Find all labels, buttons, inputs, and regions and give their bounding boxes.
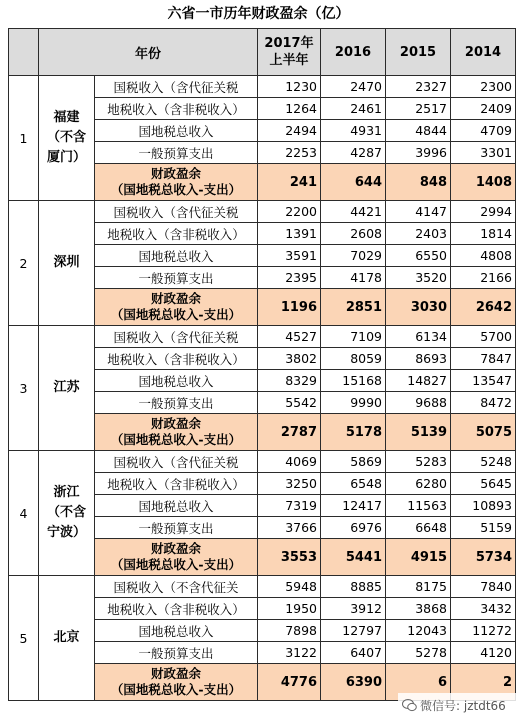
- header-2017h1-line2: 上半年: [269, 53, 309, 68]
- value-cell: 4808: [451, 245, 516, 267]
- surplus-value-cell: 2851: [321, 289, 386, 326]
- row-label: 一般预算支出: [95, 642, 258, 664]
- table-row: [9, 451, 516, 473]
- value-cell: 7840: [451, 576, 516, 598]
- value-cell: 6407: [321, 642, 386, 664]
- value-cell: 1264: [258, 98, 321, 120]
- header-2017h1: [258, 29, 321, 76]
- header-row: [9, 29, 516, 76]
- value-cell: 7029: [321, 245, 386, 267]
- surplus-value-cell: 5734: [451, 539, 516, 576]
- surplus-label: [95, 664, 258, 701]
- region-name-line: 宁波）: [46, 525, 86, 540]
- surplus-label-line2: （国地税总收入-支出）: [110, 182, 242, 197]
- surplus-label: [95, 414, 258, 451]
- row-label: 国地税总收入: [95, 120, 258, 142]
- value-cell: 4421: [321, 201, 386, 223]
- value-cell: 3122: [258, 642, 321, 664]
- value-cell: 3868: [386, 598, 451, 620]
- surplus-value-cell: 644: [321, 164, 386, 201]
- row-label: 地税收入（含非税收入）: [95, 223, 258, 245]
- value-cell: 6648: [386, 517, 451, 539]
- table-row: [9, 326, 516, 348]
- value-cell: 1950: [258, 598, 321, 620]
- watermark: [398, 693, 517, 717]
- row-label: 国地税总收入: [95, 370, 258, 392]
- region-number: 1: [9, 76, 39, 201]
- region-name: [39, 326, 95, 451]
- value-cell: 3802: [258, 348, 321, 370]
- value-cell: 2300: [451, 76, 516, 98]
- value-cell: 1391: [258, 223, 321, 245]
- value-cell: 6548: [321, 473, 386, 495]
- table-row: [9, 576, 516, 598]
- row-label: 一般预算支出: [95, 517, 258, 539]
- surplus-value-cell: 4776: [258, 664, 321, 701]
- surplus-label-line2: （国地税总收入-支出）: [110, 557, 242, 572]
- row-label: 国地税总收入: [95, 245, 258, 267]
- row-label: 地税收入（含非税收入）: [95, 98, 258, 120]
- value-cell: 15168: [321, 370, 386, 392]
- value-cell: 3591: [258, 245, 321, 267]
- header-index: [9, 29, 39, 76]
- header-year: 年份: [39, 29, 258, 76]
- surplus-value-cell: 1196: [258, 289, 321, 326]
- value-cell: 4069: [258, 451, 321, 473]
- value-cell: 3250: [258, 473, 321, 495]
- region-name-line: （不含: [46, 505, 86, 520]
- value-cell: 3766: [258, 517, 321, 539]
- surplus-label-line1: 财政盈余: [151, 666, 202, 681]
- row-label: 国税收入（含代征关税: [95, 451, 258, 473]
- surplus-value-cell: 1408: [451, 164, 516, 201]
- value-cell: 11563: [386, 495, 451, 517]
- value-cell: 4178: [321, 267, 386, 289]
- region-name: [39, 76, 95, 201]
- region-name-line: （不含: [46, 130, 86, 145]
- value-cell: 2494: [258, 120, 321, 142]
- value-cell: 5283: [386, 451, 451, 473]
- fiscal-surplus-table: [8, 28, 516, 701]
- value-cell: 2166: [451, 267, 516, 289]
- value-cell: 11272: [451, 620, 516, 642]
- value-cell: 2395: [258, 267, 321, 289]
- value-cell: 8329: [258, 370, 321, 392]
- value-cell: 7109: [321, 326, 386, 348]
- surplus-label-line2: （国地税总收入-支出）: [110, 307, 242, 322]
- value-cell: 4844: [386, 120, 451, 142]
- value-cell: 4931: [321, 120, 386, 142]
- surplus-value-cell: 2642: [451, 289, 516, 326]
- surplus-value-cell: 241: [258, 164, 321, 201]
- row-label: 国地税总收入: [95, 620, 258, 642]
- value-cell: 2461: [321, 98, 386, 120]
- value-cell: 1814: [451, 223, 516, 245]
- region-name-line: 浙江: [53, 485, 80, 500]
- surplus-value-cell: 2787: [258, 414, 321, 451]
- value-cell: 8059: [321, 348, 386, 370]
- page-title: 六省一市历年财政盈余（亿）: [167, 6, 350, 22]
- value-cell: 2517: [386, 98, 451, 120]
- value-cell: 4120: [451, 642, 516, 664]
- table-row: [9, 76, 516, 98]
- region-name-line: 北京: [53, 630, 80, 645]
- value-cell: 2409: [451, 98, 516, 120]
- watermark-text: 微信号: jztdt66: [420, 698, 506, 713]
- value-cell: 2470: [321, 76, 386, 98]
- row-label: 国税收入（含代征关税: [95, 326, 258, 348]
- value-cell: 6280: [386, 473, 451, 495]
- value-cell: 6134: [386, 326, 451, 348]
- surplus-label-line2: （国地税总收入-支出）: [110, 432, 242, 447]
- region-name-line: 深圳: [53, 255, 80, 270]
- table-row: [9, 201, 516, 223]
- surplus-label: [95, 539, 258, 576]
- header-2016: 2016: [321, 29, 386, 76]
- value-cell: 5700: [451, 326, 516, 348]
- region-number: 3: [9, 326, 39, 451]
- value-cell: 14827: [386, 370, 451, 392]
- header-2015: 2015: [386, 29, 451, 76]
- surplus-value-cell: 4915: [386, 539, 451, 576]
- value-cell: 2327: [386, 76, 451, 98]
- value-cell: 5645: [451, 473, 516, 495]
- value-cell: 5948: [258, 576, 321, 598]
- region-name-line: 福建: [53, 110, 80, 125]
- region-name-line: 厦门）: [46, 150, 86, 165]
- row-label: 地税收入（含非税收入）: [95, 598, 258, 620]
- surplus-label-line1: 财政盈余: [151, 416, 202, 431]
- value-cell: 5278: [386, 642, 451, 664]
- region-number: 2: [9, 201, 39, 326]
- value-cell: 8175: [386, 576, 451, 598]
- wechat-icon: [402, 699, 417, 712]
- value-cell: 7898: [258, 620, 321, 642]
- value-cell: 1230: [258, 76, 321, 98]
- surplus-value-cell: 848: [386, 164, 451, 201]
- value-cell: 4709: [451, 120, 516, 142]
- value-cell: 12417: [321, 495, 386, 517]
- value-cell: 2253: [258, 142, 321, 164]
- surplus-value-cell: 5441: [321, 539, 386, 576]
- value-cell: 10893: [451, 495, 516, 517]
- value-cell: 6550: [386, 245, 451, 267]
- value-cell: 13547: [451, 370, 516, 392]
- row-label: 一般预算支出: [95, 392, 258, 414]
- region-name-line: 江苏: [53, 380, 80, 395]
- surplus-label: [95, 289, 258, 326]
- value-cell: 3912: [321, 598, 386, 620]
- row-label: 地税收入（含非税收入）: [95, 473, 258, 495]
- value-cell: 6976: [321, 517, 386, 539]
- value-cell: 5159: [451, 517, 516, 539]
- surplus-label-line2: （国地税总收入-支出）: [110, 682, 242, 697]
- value-cell: 2994: [451, 201, 516, 223]
- row-label: 国税收入（不含代征关: [95, 576, 258, 598]
- surplus-label: [95, 164, 258, 201]
- header-2014: 2014: [451, 29, 516, 76]
- value-cell: 2608: [321, 223, 386, 245]
- value-cell: 2403: [386, 223, 451, 245]
- region-number: 5: [9, 576, 39, 701]
- value-cell: 4527: [258, 326, 321, 348]
- row-label: 国地税总收入: [95, 495, 258, 517]
- value-cell: 5248: [451, 451, 516, 473]
- surplus-label-line1: 财政盈余: [151, 291, 202, 306]
- row-label: 地税收入（含非税收入）: [95, 348, 258, 370]
- value-cell: 3996: [386, 142, 451, 164]
- value-cell: 8693: [386, 348, 451, 370]
- value-cell: 12043: [386, 620, 451, 642]
- region-name: [39, 451, 95, 576]
- surplus-value-cell: 6: [386, 664, 451, 701]
- value-cell: 2200: [258, 201, 321, 223]
- value-cell: 3432: [451, 598, 516, 620]
- header-2017h1-line1: 2017年: [264, 36, 314, 51]
- value-cell: 4147: [386, 201, 451, 223]
- value-cell: 5542: [258, 392, 321, 414]
- row-label: 国税收入（含代征关税: [95, 201, 258, 223]
- surplus-value-cell: 3553: [258, 539, 321, 576]
- value-cell: 8472: [451, 392, 516, 414]
- value-cell: 9990: [321, 392, 386, 414]
- surplus-label-line1: 财政盈余: [151, 166, 202, 181]
- region-name: [39, 201, 95, 326]
- surplus-value-cell: 6390: [321, 664, 386, 701]
- surplus-value-cell: 2: [451, 664, 516, 701]
- row-label: 一般预算支出: [95, 267, 258, 289]
- surplus-value-cell: 3030: [386, 289, 451, 326]
- row-label: 国税收入（含代征关税: [95, 76, 258, 98]
- value-cell: 9688: [386, 392, 451, 414]
- value-cell: 8885: [321, 576, 386, 598]
- region-name: [39, 576, 95, 701]
- surplus-label-line1: 财政盈余: [151, 541, 202, 556]
- value-cell: 3301: [451, 142, 516, 164]
- surplus-value-cell: 5178: [321, 414, 386, 451]
- surplus-value-cell: 5075: [451, 414, 516, 451]
- surplus-value-cell: 5139: [386, 414, 451, 451]
- value-cell: 7319: [258, 495, 321, 517]
- value-cell: 5869: [321, 451, 386, 473]
- region-number: 4: [9, 451, 39, 576]
- value-cell: 4287: [321, 142, 386, 164]
- row-label: 一般预算支出: [95, 142, 258, 164]
- value-cell: 7847: [451, 348, 516, 370]
- value-cell: 3520: [386, 267, 451, 289]
- value-cell: 12797: [321, 620, 386, 642]
